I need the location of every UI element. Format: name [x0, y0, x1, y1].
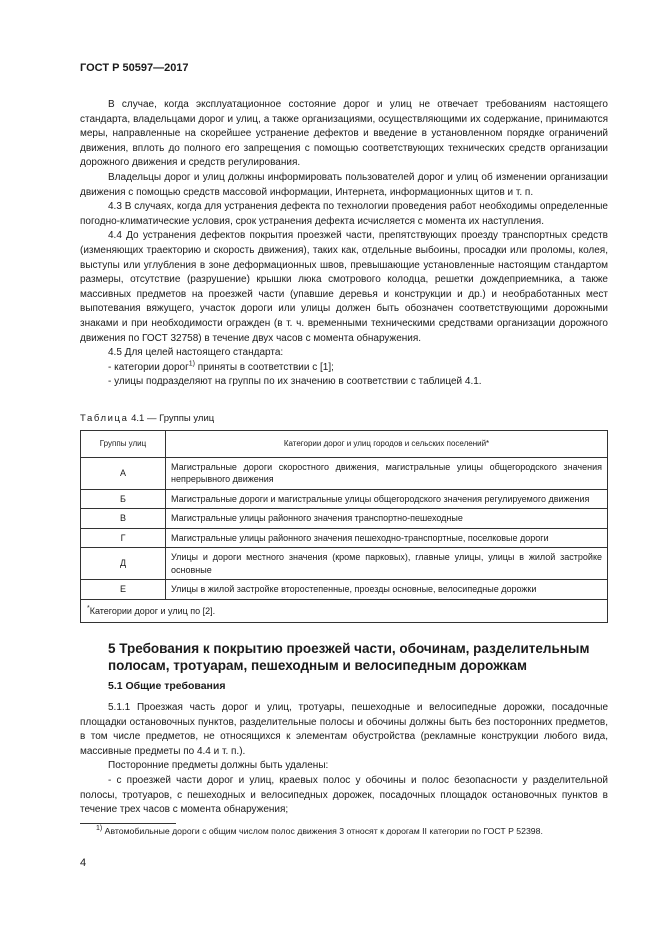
group-cell: Б [81, 489, 166, 509]
category-cell: Улицы в жилой застройке второстепенные, проезды основные, велосипедные дорожки [166, 580, 608, 600]
category-cell: Магистральные дороги скоростного движения, магистральные улицы общегородского значения непрерывного движения [166, 457, 608, 489]
category-cell: Магистральные улицы районного значения пешеходно-транспортные, поселковые дороги [166, 528, 608, 548]
group-cell: Д [81, 548, 166, 580]
page-footnote-text: Автомобильные дороги с общим числом полос движения 3 относят к дорогам II категории по ГОСТ Р 52398. [102, 826, 543, 836]
table-row [81, 509, 608, 529]
column-header: Группы улиц [81, 431, 166, 458]
table-caption-title: 4.1 — Группы улиц [128, 413, 215, 424]
subsection-heading: 5.1 Общие требования [108, 680, 226, 692]
group-cell: А [81, 457, 166, 489]
page-number: 4 [80, 857, 87, 869]
footnote-ref: 1) [188, 360, 195, 368]
table-caption [80, 413, 214, 424]
table-row [81, 548, 608, 580]
document-header: ГОСТ Р 50597—2017 [80, 62, 189, 74]
category-cell: Улицы и дороги местного значения (кроме парковых), главные улицы, улицы в жилой застройке основные [166, 548, 608, 580]
table-row [81, 489, 608, 509]
paragraph: Владельцы дорог и улиц должны информировать пользователей дорог и улиц об изменении организации движения с помощью средств массовой информации, Интернета, информационных щитов и т. п. [80, 171, 608, 198]
list-item: - улицы подразделяют на группы по их значению в соответствии с таблицей 4.1. [108, 376, 482, 388]
table-row [81, 528, 608, 548]
section-heading: 5 Требования к покрытию проезжей части, обочинам, разделительным полосам, тротуарам, пешеходным и велосипедным дорожкам [108, 641, 590, 673]
body-text-bottom [80, 701, 608, 818]
paragraph: 4.5 Для целей настоящего стандарта: [108, 347, 284, 359]
table-footnote-row [81, 599, 608, 623]
table-caption-label: Таблица [80, 413, 129, 424]
column-header: Категории дорог и улиц городов и сельских поселений* [166, 431, 608, 458]
table-row [81, 457, 608, 489]
paragraph: 4.4 До устранения дефектов покрытия проезжей части, препятствующих проезду транспортных средств (изменяющих траекторию и скорость движения), таких как, отдельные выбоины, просадки или проломы, колея, выступы или углубления в зоне деформационных швов, превышающие установленные настоящим стандартом размеры, отсутствие (разрушение) крышки люка смотрового колодца, решетки дождеприемника, а также массивных предметов на проезжей части (упавшие деревья и конструкции и др.) и необработанных мест выпотевания вяжущего, участок дороги или улицы должен быть обозначен соответствующими дорожными знаками и при необходимости огражден (в т. ч. временными техническими средствами организации дорожного движения по ГОСТ 32758) в течение двух часов с момента обнаружения. [80, 230, 608, 344]
page-footnote [96, 826, 543, 836]
paragraph: В случае, когда эксплуатационное состояние дорог и улиц не отвечает требованиям настоящего стандарта, владельцами дорог и улиц, а также организациями, осуществляющими их содержание, принимаются меры, направленные на скорейшее устранение дефектов и введение в установленном порядке ограничений движения, вплоть до полного его запрещения с помощью соответствующих технических средств организации дорожного движения и средств регулирования. [80, 99, 608, 169]
paragraph: - с проезжей части дорог и улиц, краевых полос у обочины и полос безопасности у разделительной полосы, тротуаров, с пешеходных и велосипедных дорожек, посадочных площадок остановочных пунктов в течение трех часов с момента обнаружения; [80, 774, 608, 816]
table-row [81, 580, 608, 600]
paragraph: 4.3 В случаях, когда для устранения дефекта по технологии проведения работ необходимы определенные погодно-климатические условия, срок устранения дефекта исчисляется с момента их наступления. [80, 201, 608, 227]
footnote-divider [80, 823, 176, 824]
paragraph: 5.1.1 Проезжая часть дорог и улиц, тротуары, пешеходные и велосипедные дорожки, посадочные площадки остановочных пунктов, разделительные полосы и обочины должны быть без посторонних предметов, в том числе предметов, не относящихся к элементам обустройства (рекламные конструкции любого вида, массивные предметы по 4.4 и т. п.). [80, 702, 608, 757]
list-item-text: приняты в соответствии с [1]; [194, 361, 334, 373]
footnote-marker: 1) [96, 825, 103, 833]
group-cell: Е [81, 580, 166, 600]
list-item [80, 361, 608, 376]
table-footnote-text: Категории дорог и улиц по [2]. [89, 605, 216, 616]
paragraph: Посторонние предметы должны быть удалены: [108, 760, 329, 772]
group-cell: Г [81, 528, 166, 548]
table-footnote [81, 599, 608, 623]
category-cell: Магистральные дороги и магистральные улицы общегородского значения регулируемого движения [166, 489, 608, 509]
street-groups-table [80, 430, 608, 623]
group-cell: В [81, 509, 166, 529]
footnote-marker: * [87, 604, 90, 612]
body-text-top [80, 98, 608, 390]
category-cell: Магистральные улицы районного значения транспортно-пешеходные [166, 509, 608, 529]
table-header-row [81, 431, 608, 458]
list-item-text: - категории дорог [108, 361, 189, 373]
